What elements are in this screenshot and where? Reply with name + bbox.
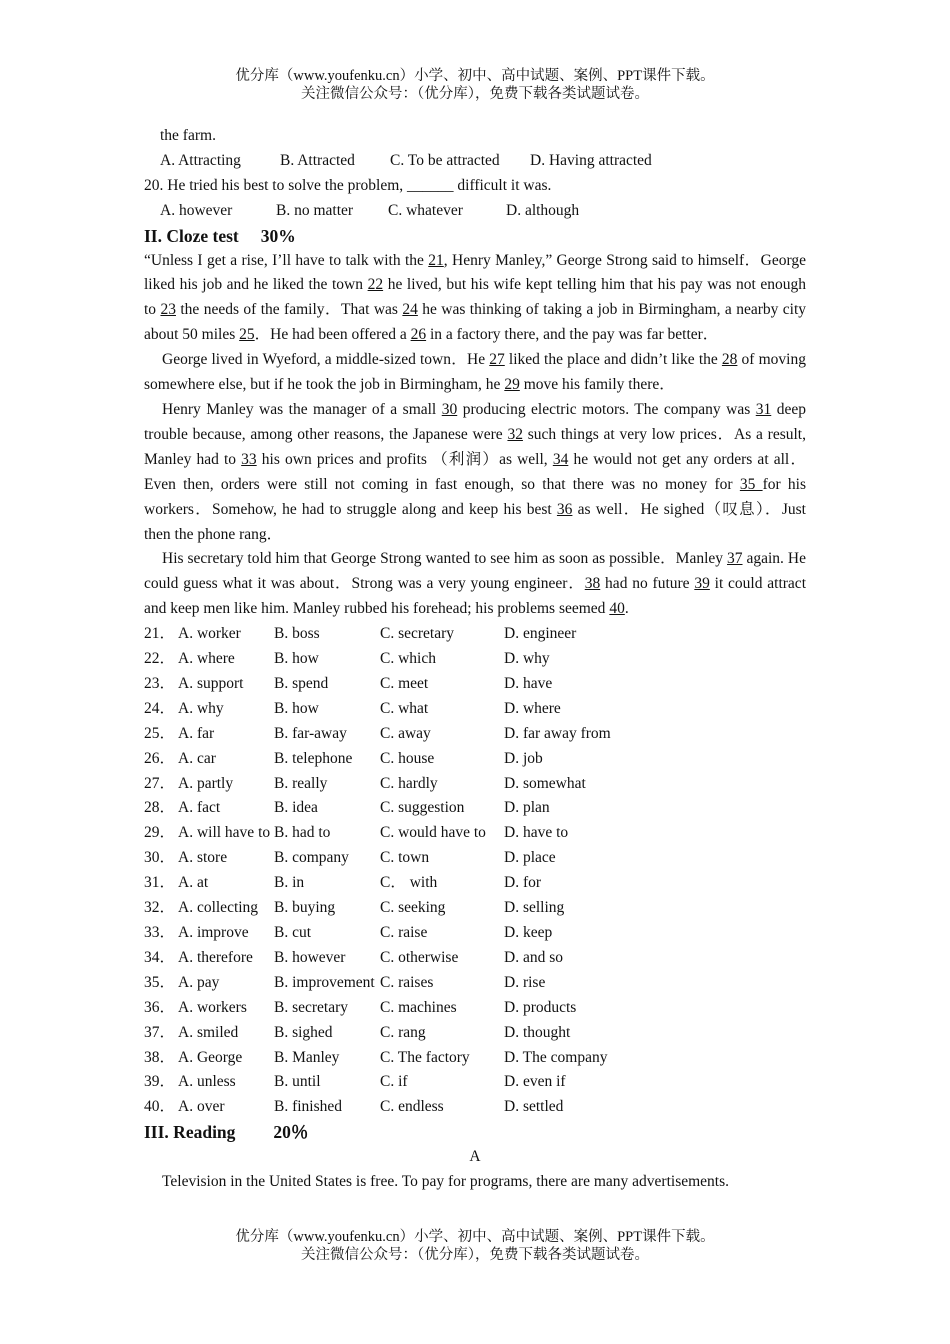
section-score: 20％ xyxy=(273,1122,309,1143)
q19-option-d: D. Having attracted xyxy=(530,151,652,169)
option-a: A. workers xyxy=(178,998,247,1016)
option-b: B. had to xyxy=(274,824,331,842)
question-row xyxy=(144,846,806,871)
cloze-blank: 25 xyxy=(239,326,255,344)
section-score: 30% xyxy=(260,225,296,246)
cloze-blank: 31 xyxy=(755,400,772,418)
option-c: C. secretary xyxy=(380,625,455,643)
option-b: B. cut xyxy=(274,924,312,941)
option-a: A. George xyxy=(178,1048,243,1066)
option-d: D. where xyxy=(504,699,561,717)
passage-text: Henry Manley was the manager of a small xyxy=(162,400,442,418)
passage-text: the needs of the family．That was xyxy=(175,301,403,319)
option-b: B. finished xyxy=(274,1098,343,1116)
exam-content xyxy=(144,124,806,1195)
option-c: C. raise xyxy=(380,924,428,941)
option-a: A. therefore xyxy=(178,948,253,966)
question-row xyxy=(144,971,806,996)
question-row xyxy=(144,896,806,921)
option-c: C. seeking xyxy=(380,899,446,917)
option-a: A. pay xyxy=(178,973,220,991)
option-a: A. improve xyxy=(178,924,249,941)
header-line-1: 优分库（www.youfenku.cn）小学、初中、高中试题、案例、PPT课件下载。 xyxy=(235,68,715,84)
option-d: D. products xyxy=(504,998,577,1016)
cloze-blank: 38 xyxy=(584,575,601,593)
option-c: C. meet xyxy=(380,674,429,692)
cloze-blank: 26 xyxy=(410,326,427,344)
question-row xyxy=(144,996,806,1021)
passage-text: of moving somewhere else, but if he took the job in Birmingham, he xyxy=(144,351,806,394)
q20-option-a: A. however xyxy=(160,201,233,219)
question-number: 35． xyxy=(144,973,176,991)
option-c: C. hardly xyxy=(380,774,438,792)
cloze-blank: 36 xyxy=(556,500,573,518)
option-c: C. away xyxy=(380,724,431,742)
option-b: B. far-away xyxy=(274,724,347,742)
passage-text: for his workers．Somehow, he had to struggle along and keep his best xyxy=(144,475,807,518)
question-row xyxy=(144,672,806,697)
option-a: A. support xyxy=(178,674,244,692)
option-a: A. over xyxy=(178,1098,225,1116)
option-d: D. job xyxy=(504,749,543,767)
option-a: A. worker xyxy=(178,625,241,643)
question-number: 28． xyxy=(144,799,176,817)
passage-text: ．He had been offered a xyxy=(254,326,411,344)
q20-option-d: D. although xyxy=(506,201,580,219)
option-c: C. otherwise xyxy=(380,948,459,966)
passage-text: again. He could guess what it was about．Strong was a very young engineer． xyxy=(144,550,806,593)
option-c: C． with xyxy=(380,874,438,892)
question-number: 29． xyxy=(144,824,176,842)
option-a: A. collecting xyxy=(178,899,259,917)
q20-option-c: C. whatever xyxy=(388,201,463,219)
cloze-blank: 29 xyxy=(504,376,520,394)
q20-options xyxy=(144,199,806,224)
question-number: 34． xyxy=(144,948,176,966)
option-a: A. store xyxy=(178,849,228,867)
option-d: D. have xyxy=(504,674,553,692)
question-number: 38． xyxy=(144,1048,176,1066)
q19-option-a: A. Attracting xyxy=(160,151,241,169)
passage-text: George lived in Wyeford, a middle-sized town．He xyxy=(162,351,490,369)
option-c: C. town xyxy=(380,849,430,867)
option-c: C. would have to xyxy=(380,824,486,842)
question-number: 32． xyxy=(144,899,176,917)
passage-text: His secretary told him that George Strong wanted to see him as soon as possible．Manley xyxy=(162,550,728,568)
passage-text: he would not get any orders at all．Even then, orders were still not coming in fast enough, so that there was no money for xyxy=(144,450,806,493)
option-d: D. settled xyxy=(504,1098,564,1116)
question-number: 37． xyxy=(144,1023,176,1041)
question-number: 22． xyxy=(144,650,176,668)
option-d: D. rise xyxy=(504,973,546,991)
q19-tail: the farm. xyxy=(160,127,216,144)
option-d: D. place xyxy=(504,849,556,867)
passage-text: had no future xyxy=(600,575,695,593)
option-b: B. buying xyxy=(274,899,336,917)
question-number: 24． xyxy=(144,699,176,717)
option-a: A. partly xyxy=(178,774,234,792)
option-d: D. and so xyxy=(504,948,563,966)
option-b: B. in xyxy=(274,874,305,892)
passage-text: in a factory there, and the pay was far better． xyxy=(426,326,719,344)
cloze-blank: 22 xyxy=(367,276,384,294)
cloze-blank: 32 xyxy=(507,425,523,443)
passage-text: , Henry Manley,” George Strong said to himself．George liked his job and he liked the town xyxy=(144,251,806,294)
option-b: B. however xyxy=(274,948,346,966)
option-d: D. even if xyxy=(504,1073,566,1091)
question-row xyxy=(144,772,806,797)
cloze-blank: 33 xyxy=(241,450,257,468)
cloze-blank: 34 xyxy=(552,450,569,468)
option-d: D. why xyxy=(504,650,550,668)
section-title: II. Cloze test xyxy=(144,225,239,246)
section-heading-cloze xyxy=(144,224,806,249)
question-row xyxy=(144,1095,806,1120)
option-b: B. Manley xyxy=(274,1048,340,1066)
question-row xyxy=(144,946,806,971)
option-c: C. suggestion xyxy=(380,799,465,817)
cloze-blank: 28 xyxy=(721,351,738,369)
option-a: A. will have to xyxy=(178,824,271,842)
question-row xyxy=(144,871,806,896)
cloze-paragraph-1 xyxy=(144,249,806,349)
question-row xyxy=(144,747,806,772)
option-c: C. endless xyxy=(380,1098,444,1116)
option-c: C. if xyxy=(380,1073,408,1091)
option-a: A. smiled xyxy=(178,1023,239,1041)
q20-option-b: B. no matter xyxy=(276,201,354,219)
option-b: B. company xyxy=(274,849,349,867)
question-row xyxy=(144,722,806,747)
question-row xyxy=(144,697,806,722)
option-b: B. until xyxy=(274,1073,321,1091)
option-c: C. house xyxy=(380,749,435,767)
option-a: A. unless xyxy=(178,1073,236,1091)
footer-line-1: 优分库（www.youfenku.cn）小学、初中、高中试题、案例、PPT课件下载。 xyxy=(235,1229,715,1245)
option-b: B. telephone xyxy=(274,749,353,767)
cloze-blank: 30 xyxy=(441,400,458,418)
header-line-2: 关注微信公众号：（优分库），免费下载各类试题试卷。 xyxy=(301,86,649,102)
page-header xyxy=(0,67,950,103)
passage-text: such things at very low prices．As a result, Manley had to xyxy=(144,425,806,468)
question-number: 27． xyxy=(144,774,176,792)
option-d: D. have to xyxy=(504,824,569,842)
option-d: D. keep xyxy=(504,924,553,941)
option-b: B. sighed xyxy=(274,1023,333,1041)
option-b: B. idea xyxy=(274,799,318,817)
section-title: III. Reading xyxy=(144,1122,236,1143)
q19-option-b: B. Attracted xyxy=(280,151,355,169)
passage-text: “Unless I get a rise, I’ll have to talk with the xyxy=(144,251,429,269)
passage-text: he was thinking of taking a job in Birmingham, a nearby city about 50 miles xyxy=(144,301,807,344)
footer-line-2: 关注微信公众号：（优分库），免费下载各类试题试卷。 xyxy=(301,1247,649,1263)
reading-passage-label: A xyxy=(469,1148,481,1166)
option-a: A. far xyxy=(178,724,215,742)
cloze-blank: 35 xyxy=(739,475,763,493)
option-a: A. at xyxy=(178,874,209,892)
question-number: 30． xyxy=(144,849,176,867)
cloze-blank: 23 xyxy=(160,301,176,319)
question-number: 23． xyxy=(144,674,176,692)
option-d: D. far away from xyxy=(504,724,611,742)
option-d: D. for xyxy=(504,874,542,892)
cloze-blank: 39 xyxy=(694,575,710,593)
question-number: 26． xyxy=(144,749,176,767)
cloze-blank: 24 xyxy=(402,301,418,319)
option-d: D. plan xyxy=(504,799,550,817)
question-number: 33． xyxy=(144,924,176,941)
option-d: D. selling xyxy=(504,899,565,917)
option-c: C. machines xyxy=(380,998,457,1016)
option-b: B. secretary xyxy=(274,998,349,1016)
passage-text: producing electric motors. The company was xyxy=(457,400,756,418)
section-heading-reading xyxy=(144,1120,806,1145)
option-b: B. how xyxy=(274,650,319,668)
cloze-paragraph-4 xyxy=(144,547,806,622)
question-number: 21． xyxy=(144,625,176,643)
question-row xyxy=(144,1070,806,1095)
option-b: B. boss xyxy=(274,625,320,643)
option-c: C. The factory xyxy=(380,1048,470,1066)
option-c: C. raises xyxy=(380,973,434,991)
q19-option-c: C. To be attracted xyxy=(390,151,500,169)
option-d: D. The company xyxy=(504,1048,608,1066)
option-a: A. car xyxy=(178,749,216,767)
option-d: D. somewhat xyxy=(504,774,586,792)
cloze-blank: 27 xyxy=(489,351,505,369)
option-b: B. how xyxy=(274,699,319,717)
question-list xyxy=(144,622,806,1120)
cloze-blank: 37 xyxy=(727,550,743,568)
question-row xyxy=(144,1046,806,1071)
question-number: 39． xyxy=(144,1073,176,1091)
page-footer xyxy=(0,1228,950,1264)
option-d: D. engineer xyxy=(504,625,577,643)
option-a: A. where xyxy=(178,650,235,668)
option-d: D. thought xyxy=(504,1023,571,1041)
question-row xyxy=(144,1021,806,1046)
passage-text: it could attract and keep men like him. Manley rubbed his forehead; his problems seemed xyxy=(144,575,806,618)
question-row xyxy=(144,821,806,846)
passage-text: liked the place and didn’t like the xyxy=(504,351,722,369)
passage-text: . xyxy=(624,600,629,618)
passage-text: he lived, but his wife kept telling him that his pay was not enough to xyxy=(144,276,807,319)
cloze-paragraph-3 xyxy=(144,398,806,547)
question-row xyxy=(144,647,806,672)
passage-text: his own prices and profits （利润）as well, xyxy=(256,450,553,468)
question-row xyxy=(144,921,806,946)
question-row xyxy=(144,796,806,821)
question-number: 31． xyxy=(144,874,176,892)
question-number: 40． xyxy=(144,1098,176,1116)
option-c: C. rang xyxy=(380,1023,426,1041)
option-b: B. really xyxy=(274,774,328,792)
question-number: 25． xyxy=(144,724,176,742)
option-c: C. which xyxy=(380,650,436,668)
cloze-blank: 21 xyxy=(428,251,444,269)
cloze-paragraph-2 xyxy=(144,348,806,398)
question-row xyxy=(144,622,806,647)
passage-text: move his family there． xyxy=(519,376,675,394)
q19-options xyxy=(144,149,806,174)
option-a: A. why xyxy=(178,699,224,717)
question-number: 36． xyxy=(144,998,176,1016)
passage-text: as well．He sighed（叹息）．Just then the phone rang． xyxy=(144,500,806,543)
option-a: A. fact xyxy=(178,799,221,817)
q20-stem: 20. He tried his best to solve the problem, ______ difficult it was. xyxy=(144,176,552,194)
option-b: B. spend xyxy=(274,674,329,692)
option-b: B. improvement xyxy=(274,973,375,991)
option-c: C. what xyxy=(380,699,429,717)
passage-text: deep trouble because, among other reasons, the Japanese were xyxy=(144,400,806,443)
reading-passage-first-line: Television in the United States is free. To pay for programs, there are many advertisements. xyxy=(162,1173,729,1191)
cloze-blank: 40 xyxy=(609,600,625,618)
